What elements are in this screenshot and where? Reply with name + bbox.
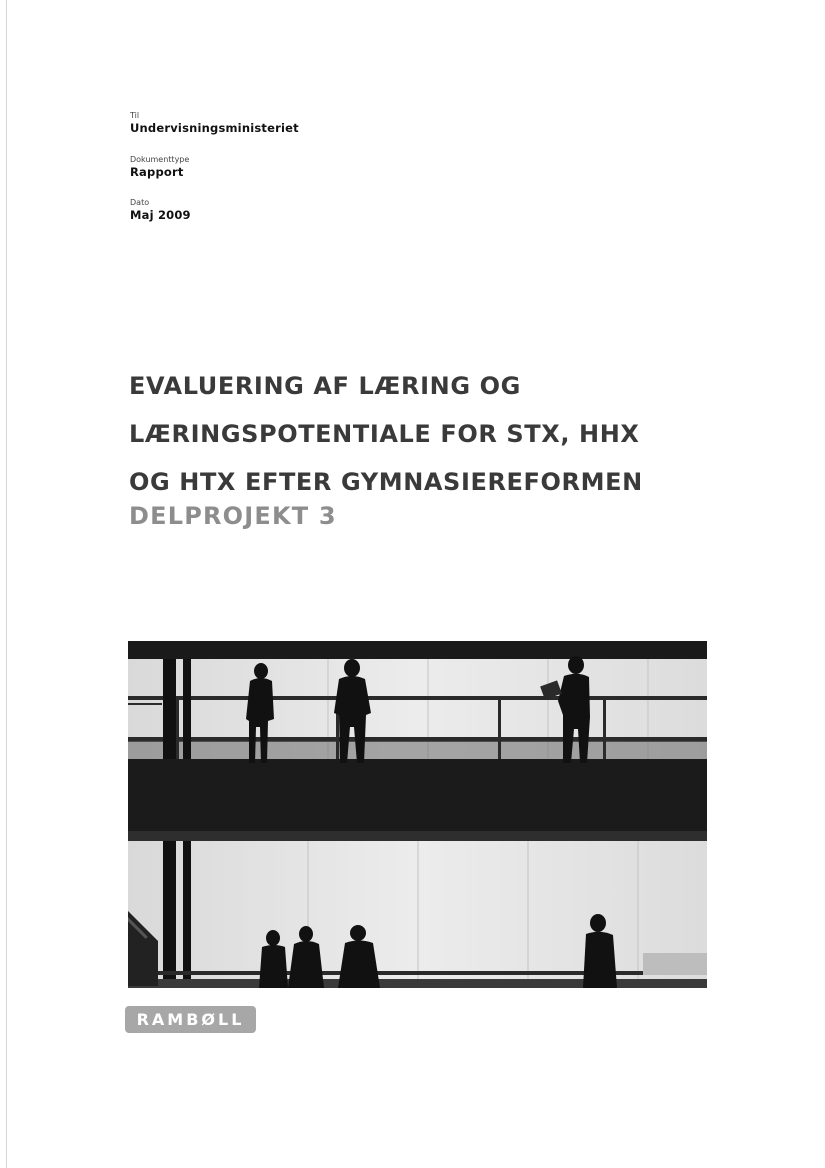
doctype-block bbox=[130, 155, 189, 179]
date-block bbox=[130, 198, 191, 222]
ramboll-logo bbox=[125, 1006, 256, 1033]
date-label: Dato bbox=[130, 198, 150, 207]
title-line-1: EVALUERING AF LÆRING OG bbox=[129, 372, 521, 400]
cover-photo bbox=[128, 641, 707, 988]
page-edge-line bbox=[6, 0, 7, 1168]
doctype-value: Rapport bbox=[130, 165, 184, 179]
doctype-label: Dokumenttype bbox=[130, 155, 190, 164]
report-subtitle: DELPROJEKT 3 bbox=[129, 502, 337, 530]
silhouette-illustration bbox=[128, 641, 707, 988]
title-line-3: OG HTX EFTER GYMNASIEREFORMEN bbox=[129, 468, 643, 496]
report-title bbox=[129, 362, 769, 506]
recipient-label: Til bbox=[130, 111, 140, 120]
logo-text: RAMBØLL bbox=[136, 1010, 245, 1029]
recipient-block bbox=[130, 111, 299, 135]
recipient-value: Undervisningsministeriet bbox=[130, 121, 299, 135]
date-value: Maj 2009 bbox=[130, 208, 191, 222]
title-line-2: LÆRINGSPOTENTIALE FOR STX, HHX bbox=[129, 420, 640, 448]
